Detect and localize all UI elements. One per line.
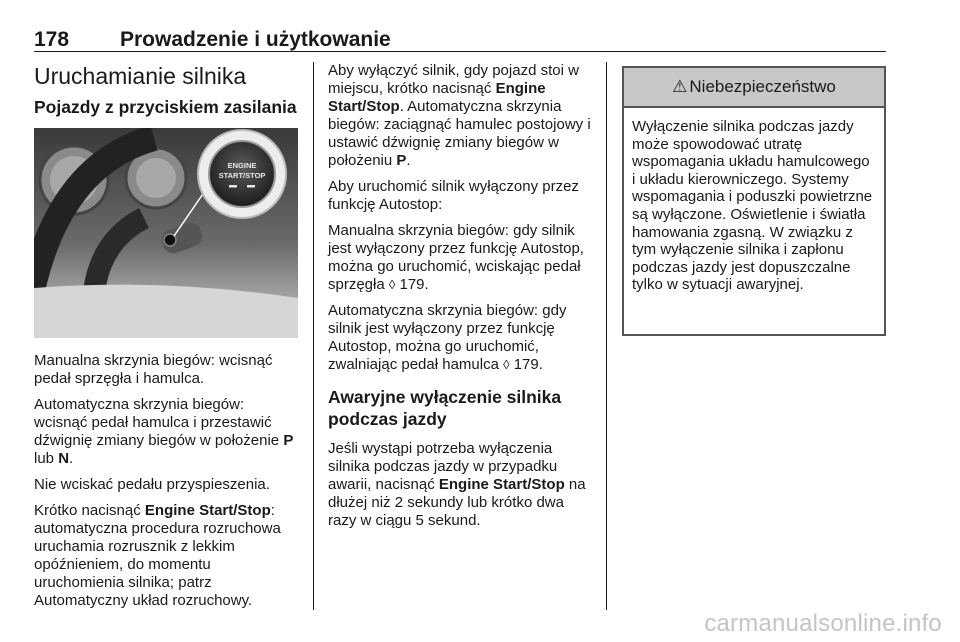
watermark: carmanualsonline.info: [704, 610, 942, 637]
paragraph: Manualna skrzynia biegów: wcisnąć pedał sprzęgła i hamulca.: [34, 352, 273, 387]
button-label-line2: START/STOP: [218, 171, 266, 180]
column-middle: [328, 62, 594, 538]
paragraph: Automatyczna skrzynia biegów: gdy silnik jest wyłączony przez funkcję Autostop, można go uruchomić, zwalniając pedał hamulca ◊ 179.: [328, 302, 567, 373]
column-divider: [606, 62, 607, 610]
page-reference-icon: ◊: [388, 277, 396, 292]
section-subheading: Awaryjne wyłączenie silnika podczas jazdy: [328, 387, 562, 429]
warning-icon: ⚠: [672, 77, 688, 96]
dashboard-illustration: [34, 128, 298, 338]
paragraph: Automatyczna skrzynia biegów: wcisnąć pedał hamulca i przestawić dźwignię zmiany biegów w położenie P lub N.: [34, 396, 294, 467]
paragraph: Jeśli wystąpi potrzeba wyłączenia silnika podczas jazdy w przypadku awarii, nacisnąć Engine Start/Stop na dłużej niż 2 sekundy lub krótko dwa razy w ciągu 5 sekund.: [328, 440, 586, 529]
paragraph: Krótko nacisnąć Engine Start/Stop: automatyczna procedura rozruchowa uruchamia rozrusznik z lekkim opóźnieniem, do momentu uruchomienia silnika; patrz Automatyczny układ rozruchowy.: [34, 502, 281, 609]
page-reference[interactable]: 179.: [399, 276, 429, 293]
column-divider: [313, 62, 314, 610]
start-stop-photo: [34, 128, 298, 338]
paragraph: Manualna skrzynia biegów: gdy silnik jest wyłączony przez funkcję Autostop, można go uruchomić, wciskając pedał sprzęgła ◊ 179.: [328, 222, 584, 293]
section-heading: Uruchamianie silnika: [34, 63, 247, 89]
page-number: 178: [34, 28, 70, 51]
button-label-line1: ENGINE: [227, 161, 257, 170]
warning-body: [624, 108, 884, 294]
warning-text: Wyłączenie silnika podczas jazdy może spowodować utratę wspomagania układu hamulcowego i układu kierowniczego. Systemy wspomagania i poduszki powietrzne są wyłączone. Oświetlenie i światła hamowania zgasną. W związku z tym wyłączenie silnika i zapłonu podczas jazdy jest dopuszczalne tylko w sytuacji awaryjnej.: [632, 118, 873, 294]
warning-header: [624, 68, 884, 108]
paragraph: Aby wyłączyć silnik, gdy pojazd stoi w miejscu, krótko nacisnąć Engine Start/Stop. Automatyczna skrzynia biegów: zaciągnąć hamulec postojowy i ustawić dźwignię zmiany biegów w położeniu P.: [328, 62, 591, 169]
paragraph: Aby uruchomić silnik wyłączony przez funkcję Autostop:: [328, 178, 579, 213]
page-header-title: Prowadzenie i użytkowanie: [120, 28, 391, 51]
page-reference-icon: ◊: [503, 357, 510, 372]
page-reference[interactable]: 179.: [513, 356, 543, 373]
warning-title: Niebezpieczeństwo: [689, 77, 836, 96]
page-header: [34, 28, 886, 52]
column-left: [34, 62, 300, 618]
section-subheading: Pojazdy z przyciskiem zasilania: [34, 97, 297, 117]
paragraph: Nie wciskać pedału przyspieszenia.: [34, 476, 270, 493]
warning-box: [622, 66, 886, 336]
